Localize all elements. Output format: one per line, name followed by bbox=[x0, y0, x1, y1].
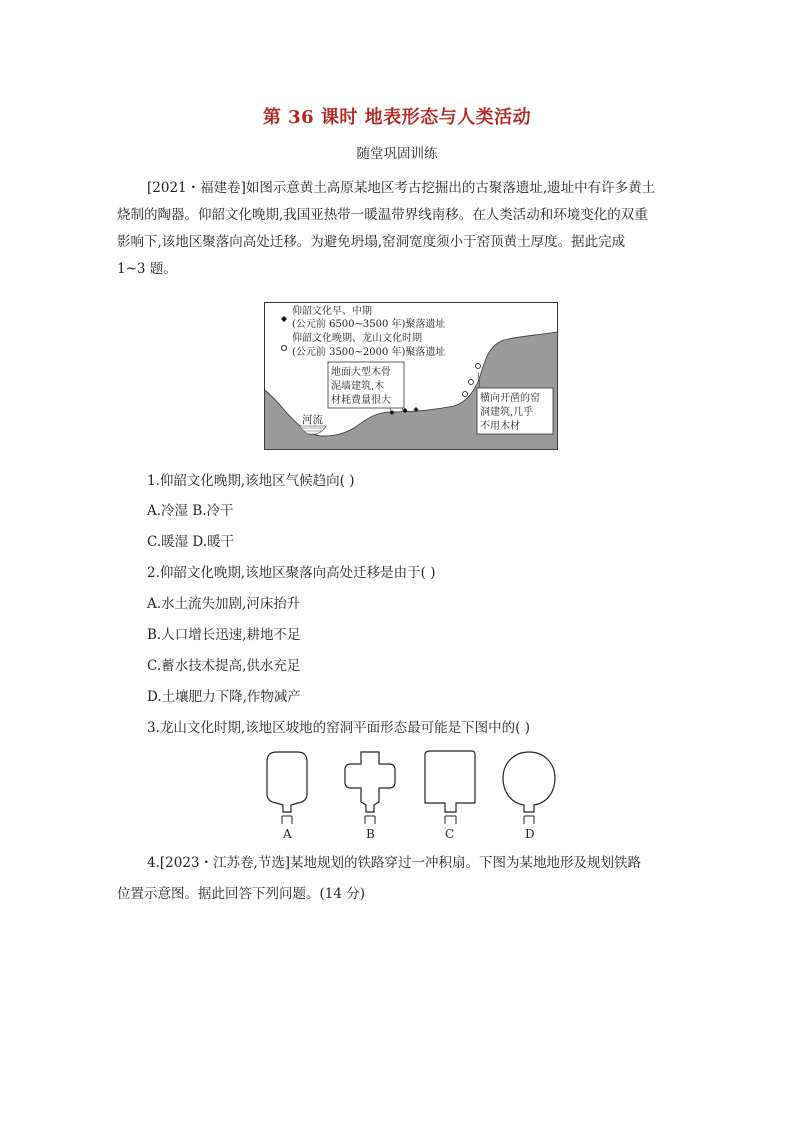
intro-line-4: 1~3 题。 bbox=[117, 261, 177, 277]
svg-text:横向开凿的窑: 横向开凿的窑 bbox=[480, 393, 540, 404]
svg-text:不用木材: 不用木材 bbox=[480, 421, 520, 432]
cave-shape-d bbox=[503, 752, 555, 812]
cave-plan-figure bbox=[263, 748, 563, 840]
question-2-option-c: C.蓄水技术提高,供水充足 bbox=[147, 658, 301, 674]
question-3: 3.龙山文化时期,该地区坡地的窑洞平面形态最可能是下图中的( ) bbox=[147, 720, 530, 736]
svg-text:洞建筑,几乎: 洞建筑,几乎 bbox=[480, 407, 534, 418]
page-subtitle: 随堂巩固训练 bbox=[356, 146, 438, 162]
svg-text:泥墙建筑,木: 泥墙建筑,木 bbox=[331, 381, 385, 392]
intro-line-2: 烧制的陶器。仰韶文化晚期,我国亚热带一暖温带界线南移。在人类活动和环境变化的双重 bbox=[117, 207, 648, 223]
question-1: 1.仰韶文化晚期,该地区气候趋向( ) bbox=[147, 473, 355, 489]
cave-shape-b bbox=[345, 752, 395, 812]
svg-text:材耗费量很大: 材耗费量很大 bbox=[331, 395, 391, 406]
question-2-option-b: B.人口增长迅速,耕地不足 bbox=[147, 627, 301, 643]
river-label: 河流 bbox=[302, 414, 323, 426]
svg-text:(公元前 6500~3500 年)聚落遗址: (公元前 6500~3500 年)聚落遗址 bbox=[292, 319, 446, 330]
shape-label-c: C bbox=[445, 827, 455, 840]
late-site-marker bbox=[281, 345, 286, 350]
question-1-options-ab: A.冷湿 B.冷干 bbox=[147, 503, 234, 519]
svg-text:(公元前 3500~2000 年)聚落遗址: (公元前 3500~2000 年)聚落遗址 bbox=[292, 347, 446, 358]
page-title: 第 36 课时 地表形态与人类活动 bbox=[262, 107, 532, 128]
shape-label-d: D bbox=[525, 827, 535, 840]
question-2: 2.仰韶文化晚期,该地区聚落向高处迁移是由于( ) bbox=[147, 565, 436, 581]
svg-text:地面大型木骨: 地面大型木骨 bbox=[331, 367, 391, 378]
shape-label-b: B bbox=[366, 827, 375, 840]
cave-shape-a bbox=[267, 752, 307, 812]
intro-line-1: [2021・福建卷]如图示意黄土高原某地区考古挖掘出的古聚落遗址,遗址中有许多黄土 bbox=[147, 180, 656, 196]
question-4-line-1: 4.[2023・江苏卷,节选]某地规划的铁路穿过一冲积扇。下图为某地地形及规划铁路 bbox=[147, 855, 642, 871]
question-2-option-a: A.水土流失加剧,河床抬升 bbox=[147, 596, 301, 612]
settlement-profile-figure bbox=[264, 302, 558, 450]
question-4-line-2: 位置示意图。据此回答下列问题。(14 分) bbox=[117, 886, 366, 902]
cave-shape-c bbox=[425, 751, 475, 812]
shape-label-a: A bbox=[283, 827, 292, 840]
intro-line-3: 影响下,该地区聚落向高处迁移。为避免坍塌,窑洞宽度须小于窑顶黄土厚度。据此完成 bbox=[117, 234, 626, 250]
svg-text:仰韶文化早、中期: 仰韶文化早、中期 bbox=[292, 306, 372, 317]
svg-text:仰韶文化晚期、龙山文化时期: 仰韶文化晚期、龙山文化时期 bbox=[292, 333, 422, 344]
question-1-options-cd: C.暖湿 D.暖干 bbox=[147, 534, 235, 550]
question-2-option-d: D.土壤肥力下降,作物减产 bbox=[147, 689, 301, 705]
